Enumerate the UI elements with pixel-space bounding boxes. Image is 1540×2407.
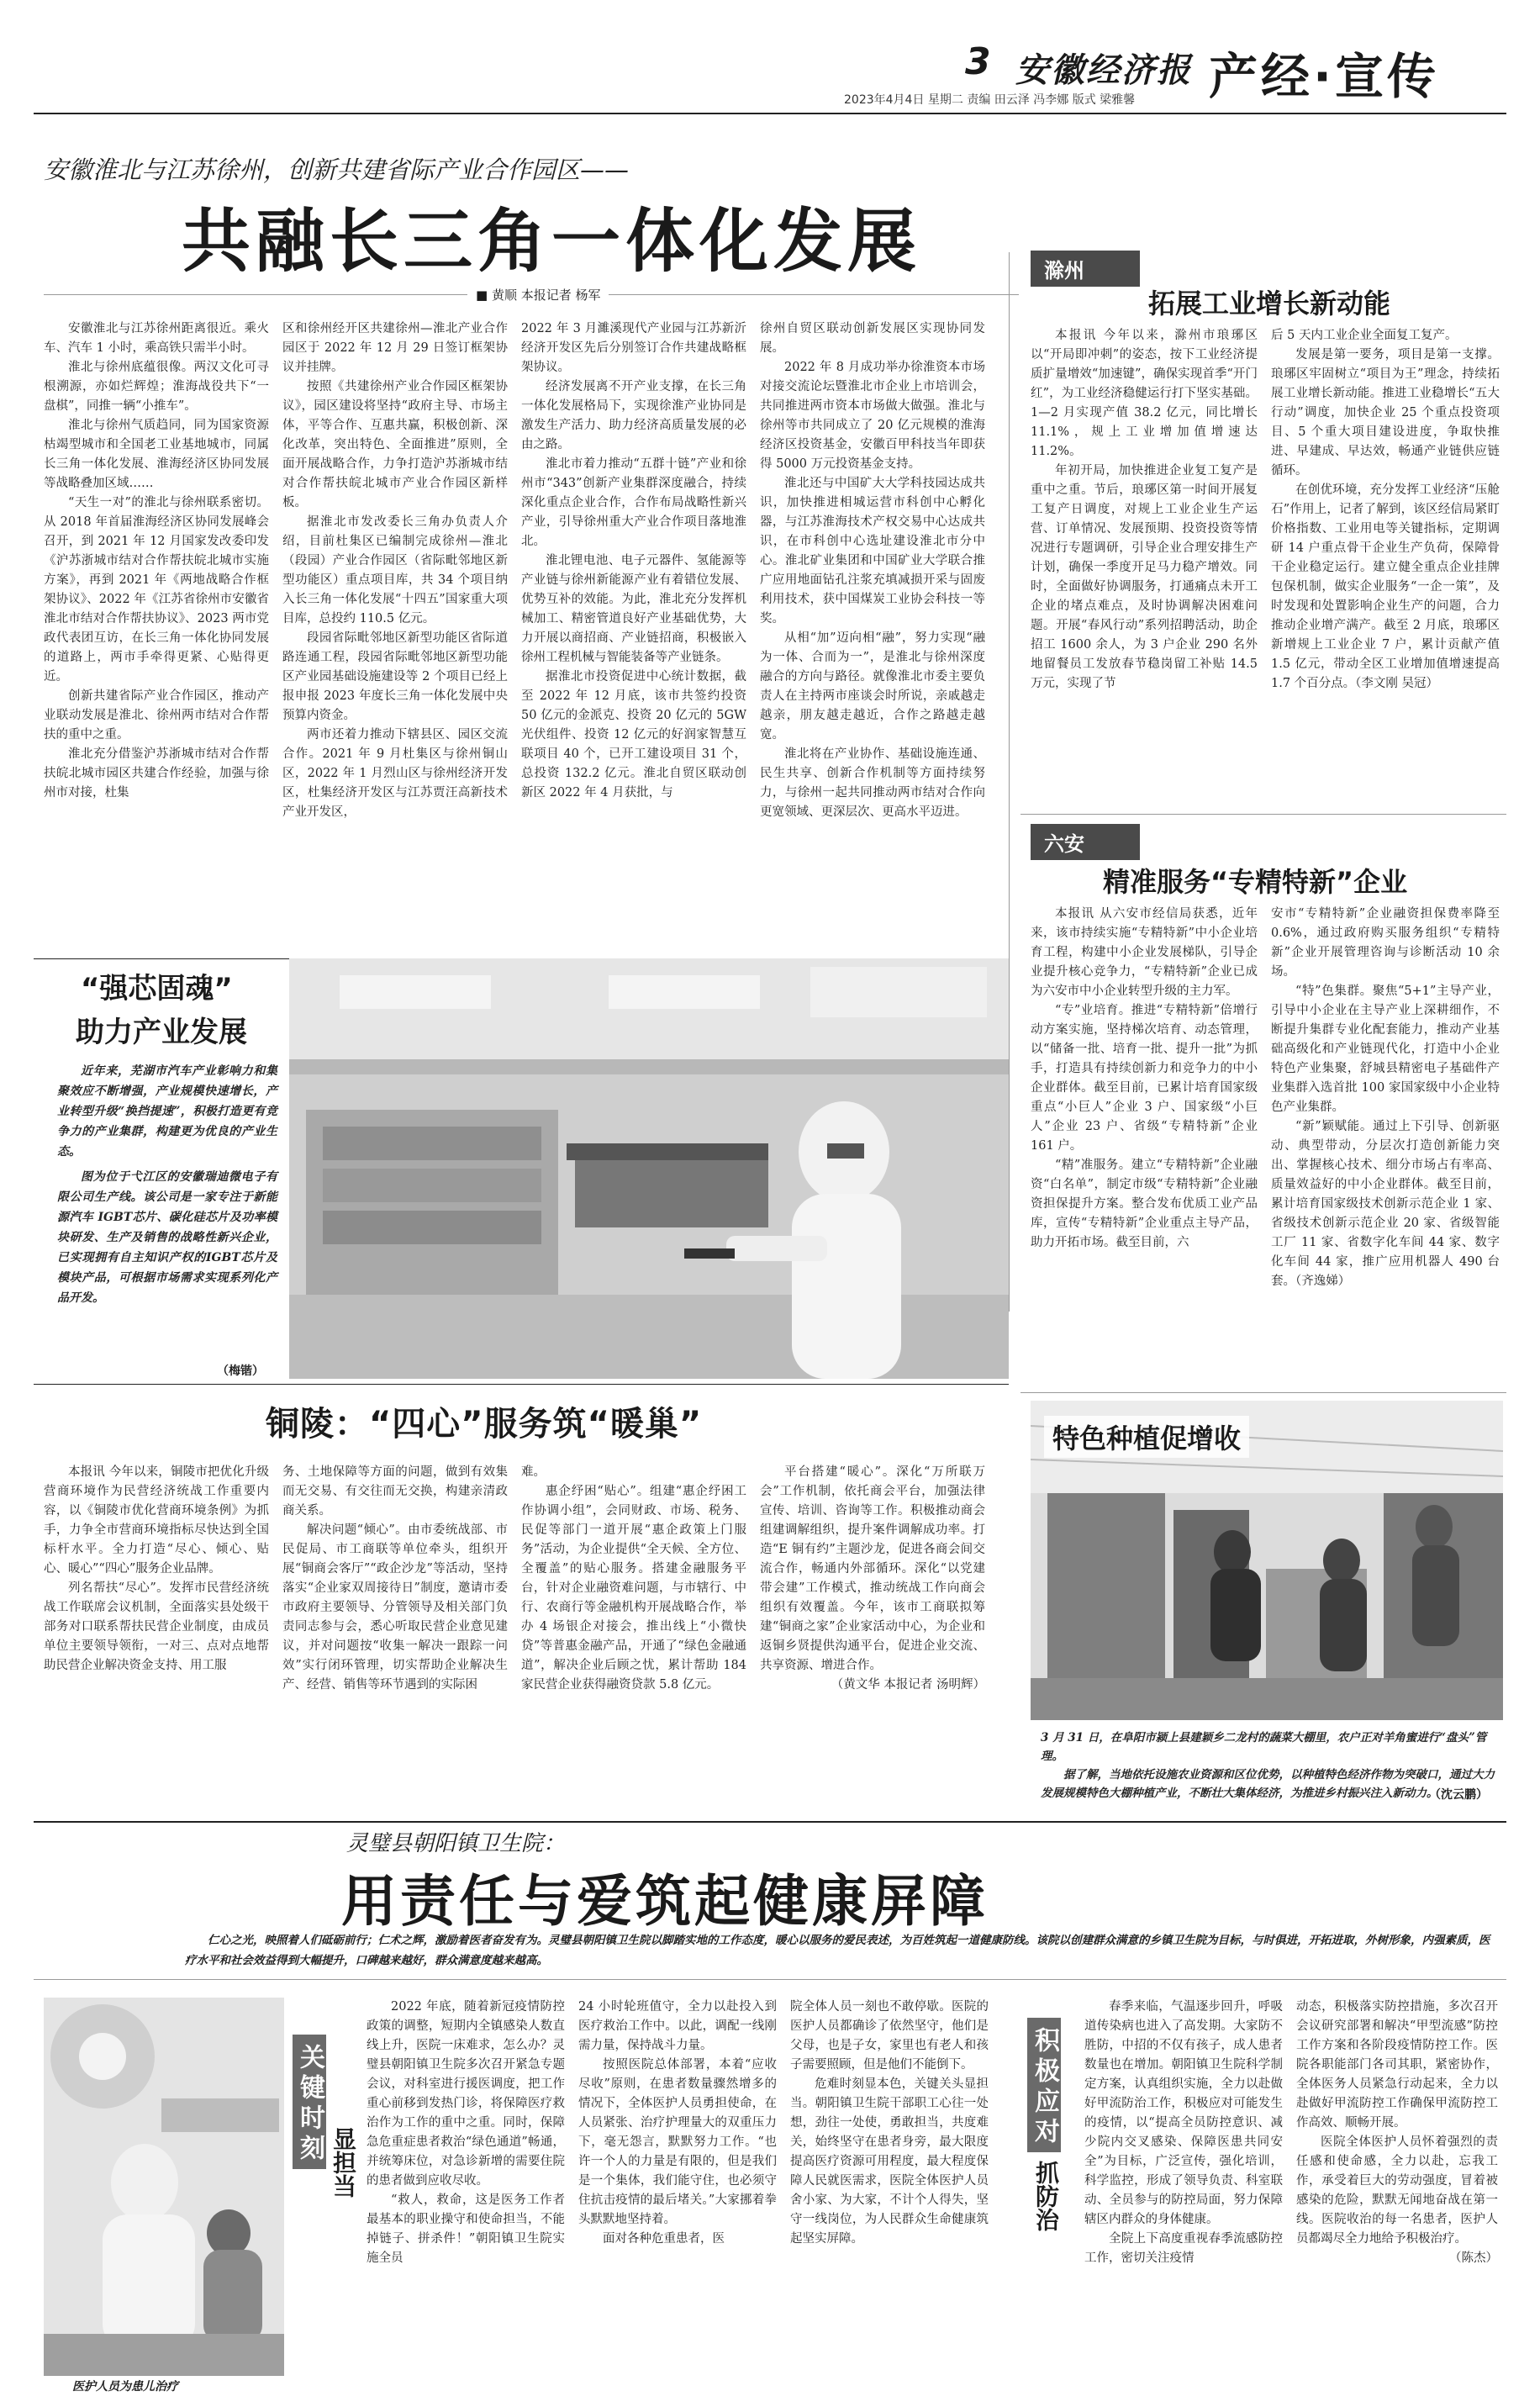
top-column-1 bbox=[44, 319, 269, 803]
section-tag-luan: 六安 bbox=[1031, 824, 1140, 860]
paragraph: 动态，积极落实防控措施，多次召开会议研究部署和解决“甲型流感”防控工作方案和各阶段疫情防控工作。医院各职能部门各司其职，紧密协作，全体医务人员紧急行动起来，全力以赴做好甲流防控工作确保甲流防控工作高效、顺畅开展。 bbox=[1296, 2000, 1498, 2130]
top-column-4 bbox=[760, 319, 985, 822]
paragraph: （陈杰） bbox=[1449, 2251, 1498, 2265]
chip-headline-line1: “强芯固魂” bbox=[81, 972, 233, 1006]
paragraph: 本报讯 今年以来，滁州市琅琊区以“开局即冲刺”的姿态，按下工业经济提质扩量增效“加速键”，确保实现首季“开门红”，为工业经济稳健运行打下坚实基础。1—2 月实现产值 38.2 亿元，同比增长 11.1%，规上工业增加值增速达 11.2%。 bbox=[1031, 329, 1258, 458]
feature-rule-bottom bbox=[34, 1384, 1009, 1385]
section-rule bbox=[1021, 814, 1506, 815]
paragraph: “救人，救命，这是医务工作者最基本的职业操守和使命担当，不能掉链子、拼杀件！”朝阳镇卫生院实施全员 bbox=[367, 2193, 565, 2265]
top-byline: ■ 黄顺 本报记者 杨军 bbox=[467, 286, 609, 304]
paragraph: （黄文华 本报记者 汤明辉） bbox=[831, 1678, 985, 1692]
left-tag-sub: 显担当 bbox=[330, 2127, 357, 2198]
hospital-column-1 bbox=[367, 1998, 565, 2268]
hospital-column-3 bbox=[790, 1998, 989, 2249]
paragraph: 面对各种危重患者，医 bbox=[603, 2232, 725, 2246]
paragraph: 段园省际毗邻地区新型功能区省际道路连通工程，段园省际毗邻地区新型功能区产业园基础设施建设等 2 个项目已经上报申报 2023 年度长三角一体化发展中央预算内资金。 bbox=[282, 631, 508, 722]
top-column-2 bbox=[282, 319, 508, 822]
paper-name: 安徽经济报 bbox=[1015, 50, 1192, 90]
paragraph: 3 月 31 日，在阜阳市颍上县建颖乡二龙村的蔬菜大棚里，农户正对羊角蜜进行“盘头”管理。 bbox=[1041, 1731, 1487, 1763]
section-title: 产经·宣传 bbox=[1209, 48, 1440, 105]
hospital-column-5 bbox=[1296, 1998, 1498, 2268]
tongling-column-4 bbox=[760, 1463, 985, 1695]
paragraph: 据了解，当地依托设施农业资源和区位优势，以种植特色经济作物为突破口，通过大力发展规模特色大棚种植产业，不断壮大集体经济，为推进乡村振兴注入新动力。 bbox=[1041, 1768, 1495, 1800]
paragraph: “精”准服务。建立“专精特新”企业融资“白名单”，制定市级“专精特新”企业融资担保提升方案。整合发布优质工业产品库，宣传“专精特新”企业重点主导产品，助力开拓市场。截至目前，六 bbox=[1031, 1159, 1258, 1249]
hospital-intro: 仁心之光，映照着人们砥砺前行；仁术之辉，激励着医者奋发有为。灵璧县朝阳镇卫生院以脚踏实地的工作态度，暖心以服务的爱民表述，为百姓筑起一道健康防线。该院以创建群众满意的乡镇卫生院为目标，与时俱进，开拓进取，外树形象，内强素质，医疗水平和社会效益得到大幅提升，口碑越来越好，群众满意度越来越高。 bbox=[185, 1934, 1490, 1967]
paragraph: 安市“专精特新”企业融资担保费率降至 0.6%，通过政府购买服务组织“专精特新”企业开展管理咨询与诊断活动 10 余场。 bbox=[1271, 907, 1500, 979]
paragraph: 按照《共建徐州产业合作园区框架协议》，园区建设将坚持“政府主导、市场主体，平等合作、互惠共赢，积极创新、深化改革，突出特色、全面推进”原则，全面开展战略合作，力争打造沪苏浙城市结对合作帮扶皖北城市产业合作园区新样板。 bbox=[282, 380, 508, 509]
chuzhou-column-1 bbox=[1031, 326, 1258, 694]
top-column-3 bbox=[521, 319, 746, 803]
paragraph: 全院上下高度重视春季流感防控工作，密切关注疫情 bbox=[1084, 2232, 1283, 2265]
left-tag-vertical: 关键时刻 bbox=[293, 2035, 326, 2169]
paragraph: 淮北还与中国矿大大学科技园达成共识，加快推进相城运营市科创中心孵化器，与江苏淮海技术产权交易中心达成共识，在市科创中心选址建设淮北市分中心。淮北矿业集团和中国矿业大学联合推广应用地面钻孔注浆充填减损开采与固废利用技术，获中国煤炭工业协会科技一等奖。 bbox=[760, 477, 985, 626]
chip-credit: （梅锴） bbox=[217, 1364, 264, 1378]
tongling-column-1 bbox=[44, 1463, 269, 1676]
luan-column-2 bbox=[1271, 905, 1500, 1291]
paragraph: 图为位于弋江区的安徽瑞迪微电子有限公司生产线。该公司是一家专注于新能源汽车 IGBT芯片、碳化硅芯片及功率模块研发、生产及销售的战略性新兴企业，已实现拥有自主知识产权的IGBT芯片及模块产品，可根据市场需求实现系列化产品开发。 bbox=[57, 1170, 277, 1305]
paragraph: “新”颖赋能。通过上下引导、创新驱动、典型带动，分层次打造创新能力突出、掌握核心技术、细分市场占有率高、质量效益好的中小企业群体。截至目前，累计培育国家级技术创新示范企业 1 家、省级技术创新示范企业 20 家、省级智能工厂 11 家、省数字化车间 44 家、数字化车间 44 家，推广应用机器人 490 台套。（齐逸娣） bbox=[1271, 1120, 1500, 1288]
paragraph: 本报讯 今年以来，铜陵市把优化升级营商环境作为民营经济统战工作重要内容，以《铜陵市优化营商环境条例》为抓手，力争全市营商环境指标尽快达到全国标杆水平。全力打造“尽心、倾心、贴心、暖心”“四心”服务企业品牌。 bbox=[44, 1465, 269, 1576]
tongling-headline: 铜陵：“四心”服务筑“暖巢” bbox=[266, 1405, 703, 1444]
tongling-column-2 bbox=[282, 1463, 508, 1695]
paragraph: “天生一对”的淮北与徐州联系密切。从 2018 年首届淮海经济区协同发展峰会召开，到 2021 年 12 月国家发改委印发《沪苏浙城市结对合作帮扶皖北城市实施方案》，再到 2021 年《两地战略合作框架协议》、2022 年《江苏省徐州市安徽省淮北市结对合作帮扶协议》、2023 两市党政代表团互访，在长三角一体化协同发展的道路上，两市手牵得更紧、心贴得更近。 bbox=[44, 496, 269, 684]
paragraph: 本报讯 从六安市经信局获悉，近年来，该市持续实施“专精特新”中小企业培育工程，构建中小企业发展梯队，引导企业提升核心竞争力，“专精特新”企业已成为六安市中小企业转型升级的主力军。 bbox=[1031, 907, 1258, 998]
paragraph: 2022 年 3 月濉溪现代产业园与江苏新沂经济开发区先后分别签订合作共建战略框架协议。 bbox=[521, 322, 746, 374]
paragraph: 危难时刻显本色，关键关头显担当。朝阳镇卫生院干部职工心往一处想，劲往一处使，勇敢担当，共度难关，始终坚守在患者身旁，最大限度提高医疗资源可用程度，最大程度保障人民就医需求，医院全体医护人员舍小家、为大家，不计个人得失，坚守一线岗位，为人民群众生命健康筑起坚实屏障。 bbox=[790, 2077, 989, 2246]
section-rule bbox=[1021, 1392, 1506, 1393]
planting-headline: 特色种植促增收 bbox=[1044, 1416, 1249, 1458]
paragraph: 2022 年 8 月成功举办徐淮资本市场对接交流论坛暨淮北市企业上市培训会，共同推进两市资本市场做大做强。淮北与徐州等市共同成立了 20 亿元规模的淮海经济区投资基金，安徽百甲科技当年即获得 5000 万元投资基金支持。 bbox=[760, 361, 985, 471]
paragraph: 按照医院总体部署，本着“应收尽收”原则，在患者数量骤然增多的情况下，全体医护人员勇担使命，在人员紧张、治疗护理量大的双重压力下，毫无怨言，默默努力工作。“也许一个人的力量是有限的，但是我们是一个集体，我们能守住，也必须守住抗击疫情的最后堵关。”大家挪着拳头默默地坚持着。 bbox=[578, 2058, 777, 2226]
chuzhou-headline: 拓展工业增长新动能 bbox=[1148, 288, 1391, 319]
top-kicker: 安徽淮北与江苏徐州，创新共建省际产业合作园区—— bbox=[44, 156, 630, 184]
paragraph: 区和徐州经开区共建徐州—淮北产业合作园区于 2022 年 12 月 29 日签订框架协议并挂牌。 bbox=[282, 322, 508, 374]
paragraph: 据淮北市投资促进中心统计数据，截至 2022 年 12 月底，该市共签约投资 50 亿元的金派克、投资 20 亿元的 5GW 光伏组件、投资 12 亿元的好润家智慧互联项目 40 个，已开工建设项目 31 个，总投资 132.2 亿元。淮北自贸区联动创新区 2022 年 4 月获批，与 bbox=[521, 670, 746, 800]
paragraph: 2022 年底，随着新冠疫情防控政策的调整，短期内全镇感染人数直线上升，医院一床难求，怎么办？灵璧县朝阳镇卫生院多次召开紧急专题会议，对科室进行援医调度，把工作重心前移到发热门诊，将保障医疗救治作为工作的重中之重。同时，保障急危重症患者救治“绿色通道”畅通，并统筹床位，对急诊新增的需要住院的患者做到应收尽收。 bbox=[367, 2000, 565, 2188]
chip-headline-line2: 助力产业发展 bbox=[76, 1016, 247, 1049]
chuzhou-column-2 bbox=[1271, 326, 1500, 694]
hospital-photo-caption: 医护人员为患儿治疗 bbox=[72, 2380, 178, 2394]
hospital-photo bbox=[44, 1998, 284, 2376]
paragraph: 春季来临，气温逐步回升，呼吸道传染病也进入了高发期。大家防不胜防，中招的不仅有孩子，成人患者数量也在增加。朝阳镇卫生院科学制定方案，认真组织实施，全力以赴做好甲流防治工作，积极应对可能发生的疫情，以“提高全员防控意识、减少院内交叉感染、保障医患共同安全”为目标，广泛宣传，强化培训，科学监控，形成了领导负责、科室联动、全员参与的防控局面，努力保障辖区内群众的身体健康。 bbox=[1084, 2000, 1283, 2226]
paragraph: 发展是第一要务，项目是第一支撑。琅琊区牢固树立“项目为王”理念，持续拓展工业增长新动能。推进工业稳增长“五大行动”调度，加快企业 25 个重点投资项目、5 个重大项目建设进度，争取快推进、早建成、早达效，畅通产业链供应链循环。 bbox=[1271, 348, 1500, 478]
chip-body bbox=[57, 1061, 277, 1308]
right-tag-sub: 抓防治 bbox=[1032, 2161, 1060, 2231]
hospital-kicker: 灵璧县朝阳镇卫生院： bbox=[346, 1831, 566, 1856]
paragraph: 年初开局，加快推进企业复工复产是重中之重。节后，琅琊区第一时间开展复工复产日调度，对规上工业企业生产运营、订单情况、发展预期、投资投资等情况进行专题调研，引导企业合理安排生产计划，确保一季度开足马力稳产增效。同时，全面做好协调服务，打通痛点未开工企业的堵点难点，及时协调解决困难问题。开展“春风行动”系列招聘活动，助企招工 1600 余人，为 3 户企业 290 名外地留餐员工发放春节稳岗留工补贴 14.5 万元，实现了节 bbox=[1031, 464, 1258, 690]
hospital-rule-top bbox=[34, 1821, 1506, 1823]
paragraph: 淮北充分借鉴沪苏浙城市结对合作帮扶皖北城市园区共建合作经验，加强与徐州市对接，杜集 bbox=[44, 747, 269, 800]
paragraph: “专”业培育。推进“专精特新”倍增行动方案实施，坚持梯次培育、动态管理，以“储备一批、培育一批、提升一批”为抓手，打造具有持续创新力和竞争力的中小企业群体。截至目前，已累计培育国家级重点“小巨人”企业 3 户、国家级“小巨人”企业 23 户、省级“专精特新”企业 161 户。 bbox=[1031, 1004, 1258, 1153]
tongling-column-3 bbox=[521, 1463, 746, 1695]
paragraph: 难。 bbox=[521, 1465, 546, 1479]
section-tag-chuzhou: 滁州 bbox=[1031, 251, 1140, 287]
paragraph: 淮北与徐州底蕴很像。两汉文化可寻根溯源，亦如烂辉煌；淮海战役共下“一盘棋”，同推一辆“小推车”。 bbox=[44, 361, 269, 413]
greenhouse-photo bbox=[1031, 1401, 1503, 1720]
paragraph: 淮北市着力推动“五群十链”产业和徐州市“343”创新产业集群深度融合，持续深化重点企业合作，合作布局战略性新兴产业，引导徐州重大产业合作项目落地淮北。 bbox=[521, 457, 746, 548]
clinic-image bbox=[44, 1998, 284, 2376]
planting-caption bbox=[1041, 1729, 1495, 1803]
factory-photo bbox=[289, 958, 1009, 1379]
right-tag-vertical: 积极应对 bbox=[1027, 2018, 1061, 2152]
hospital-headline: 用责任与爱筑起健康屏障 bbox=[341, 1868, 989, 1934]
hospital-column-2 bbox=[578, 1998, 777, 2249]
cleanroom-image bbox=[289, 958, 1009, 1379]
paragraph: 两市还着力推动下辖县区、园区交流合作。2021 年 9 月杜集区与徐州铜山区，2022 年 1 月烈山区与徐州经济开发区，杜集经济开发区与江苏贾汪高新技术产业开发区， bbox=[282, 728, 508, 819]
luan-headline: 精准服务“专精特新”企业 bbox=[1103, 866, 1408, 898]
paragraph: 后 5 天内工业企业全面复工复产。 bbox=[1271, 329, 1458, 342]
hospital-column-4 bbox=[1084, 1998, 1283, 2268]
masthead-rule bbox=[34, 113, 1506, 114]
paragraph: “特”色集群。聚焦“5+1”主导产业，引导中小企业在主导产业上深耕细作，不断提升集群专业化配套能力，推动产业基础高级化和产业链现代化，打造中小企业特色产业集聚，舒城县精密电子基础件产业集群入选首批 100 家国家级中小企业特色产业集群。 bbox=[1271, 984, 1500, 1114]
paragraph: 淮北锂电池、电子元器件、氢能源等产业链与徐州新能源产业有着错位发展、优势互补的效能。为此，淮北充分发挥机械加工、精密管道良好产业基础优势，大力开展以商招商、产业链招商，积极嵌入徐州工程机械与智能装备等产业链条。 bbox=[521, 554, 746, 664]
paragraph: 经济发展离不开产业支撑，在长三角一体化发展格局下，实现徐淮产业协同是激发生产活力、助力经济高质量发展的必由之路。 bbox=[521, 380, 746, 451]
paragraph: 徐州自贸区联动创新发展区实现协同发展。 bbox=[760, 322, 985, 355]
top-headline: 共融长三角一体化发展 bbox=[182, 201, 922, 282]
paragraph: 据淮北市发改委长三角办负责人介绍，目前杜集区已编制完成徐州—淮北（段园）产业合作园区（省际毗邻地区新型功能区）重点项目库，共 34 个项目纳入长三角一体化发展“十四五”国家重大项目库，总投约 110.5 亿元。 bbox=[282, 515, 508, 626]
paragraph: 解决问题“倾心”。由市委统战部、市民促局、市工商联等单位牵头，组织开展“铜商会客厅”“政企沙龙”等活动，坚持落实“企业家双周接待日”制度，邀请市委市政府主要领导、分管领导及相关部门负责同志参与会，悉心听取民营企业意见建议，并对问题按“收集一解决一跟踪一问效”实行闭环管理，切实帮助企业解决生产、经营、销售等环节遇到的实际困 bbox=[282, 1523, 508, 1692]
luan-column-1 bbox=[1031, 905, 1258, 1253]
planting-credit: （沈云鹏） bbox=[1429, 1788, 1488, 1802]
paragraph: 平台搭建“暖心”。深化“万所联万会”工作机制，依托商会平台，加强法律宣传、培训、咨询等工作。积极推动商会组建调解组织，提升案件调解成功率。打造“E 铜有约”主题沙龙，促进各商会间交流合作，畅通内外部循环。深化“以党建带会建”工作模式，推动统战工作向商会组织有效覆盖。今年，该市工商联拟筹建“铜商之家”企业家活动中心，为企业和返铜乡贤提供沟通平台，促进企业交流、共享资源、增进合作。 bbox=[760, 1465, 985, 1672]
paragraph: 在创优环境，充分发挥工业经济“压舱石”作用上，记者了解到，该区经信局紧盯价格指数、工业用电等关键指标，定期调研 14 户重点骨干企业生产负荷，保障骨干企业稳定运行。建立健全重点企业挂牌包保机制，做实企业服务“一企一策”，及时发现和处置影响企业生产的问题，合力推动企业增产满产。截至 2 月底，琅琊区新增规上工业企业 7 户，累计贡献产值 1.5 亿元，带动全区工业增加值增速提高 1.7 个百分点。（李文刚 吴冠） bbox=[1271, 483, 1500, 690]
paragraph: 惠企纾困“贴心”。组建“惠企纾困工作协调小组”，会同财政、市场、税务、民促等部门一道开展“惠企政策上门服务”活动，为企业提供“全天候、全方位、全覆盖”的贴心服务。搭建金融服务平台，针对企业融资难问题，与市辖行、中行、农商行等金融机构开展战略合作，举办 4 场银企对接会，推出线上“小微快贷”等普惠金融产品，开通了“绿色金融通道”，解决企业后顾之忧，累计帮助 184 家民营企业获得融资贷款 5.8 亿元。 bbox=[521, 1485, 746, 1692]
paragraph: 医院全体医护人员怀着强烈的责任感和使命感，全力以赴，忘我工作，承受着巨大的劳动强度，冒着被感染的危险，默默无闻地奋战在第一线。医院收治的每一名患者，医护人员都竭尽全力地给予积极治疗。 bbox=[1296, 2135, 1498, 2246]
dateline: 2023年4月4日 星期二 责编 田云泽 冯李娜 版式 梁雅馨 bbox=[844, 93, 1136, 107]
paragraph: 列名帮扶“尽心”。发挥市民营经济统战工作联席会议机制，全面落实县处级干部务对口联系帮扶民营企业制度，由成员单位主要领导领衔，一对三、点对点地帮助民营企业解决资金支持、用工服 bbox=[44, 1581, 269, 1672]
column-divider bbox=[1009, 252, 1010, 1312]
page-number: 3 bbox=[965, 40, 991, 83]
paragraph: 院全体人员一刻也不敢停歇。医院的医护人员都确诊了依然坚守，他们是父母，也是子女，家里也有老人和孩子需要照顾，但是他们不能倒下。 bbox=[790, 2000, 989, 2072]
paragraph: 淮北将在产业协作、基础设施连通、民生共享、创新合作机制等方面持续努力，与徐州一起共同推动两市结对合作向更宽领域、更深层次、更高水平迈进。 bbox=[760, 747, 985, 819]
paragraph: 创新共建省际产业合作园区，推动产业联动发展是淮北、徐州两市结对合作帮扶的重中之重。 bbox=[44, 689, 269, 742]
paragraph: 淮北与徐州气质趋同，同为国家资源枯竭型城市和全国老工业基地城市，同属长三角一体化发展、淮海经济区协同发展等战略叠加区域…… bbox=[44, 419, 269, 490]
intro-rule bbox=[34, 1979, 1506, 1980]
paragraph: 近年来，芜湖市汽车产业彰响力和集聚效应不断增强，产业规模快速增长，产业转型升级“换挡提速”，积极打造更有竞争力的产业集群，构建更为优良的产业生态。 bbox=[57, 1064, 277, 1159]
paragraph: 务、土地保障等方面的问题，做到有效集而无交易、有交往而无交换，构建亲清政商关系。 bbox=[282, 1465, 508, 1518]
paragraph: 24 小时轮班值守，全力以赴投入到医疗救治工作中。以此，调配一线刚需力量，保持战斗力量。 bbox=[578, 2000, 777, 2052]
paragraph: 从相“加”迈向相“融”，努力实现“融为一体、合而为一”，是淮北与徐州深度融合的方向与路径。就像淮北市委主要负责人在主持两市座谈会时所说，亲戚越走越亲，朋友越走越近，合作之路越走越宽。 bbox=[760, 631, 985, 742]
paragraph: 安徽淮北与江苏徐州距离很近。乘火车、汽车 1 小时，乘高铁只需半小时。 bbox=[44, 322, 269, 355]
